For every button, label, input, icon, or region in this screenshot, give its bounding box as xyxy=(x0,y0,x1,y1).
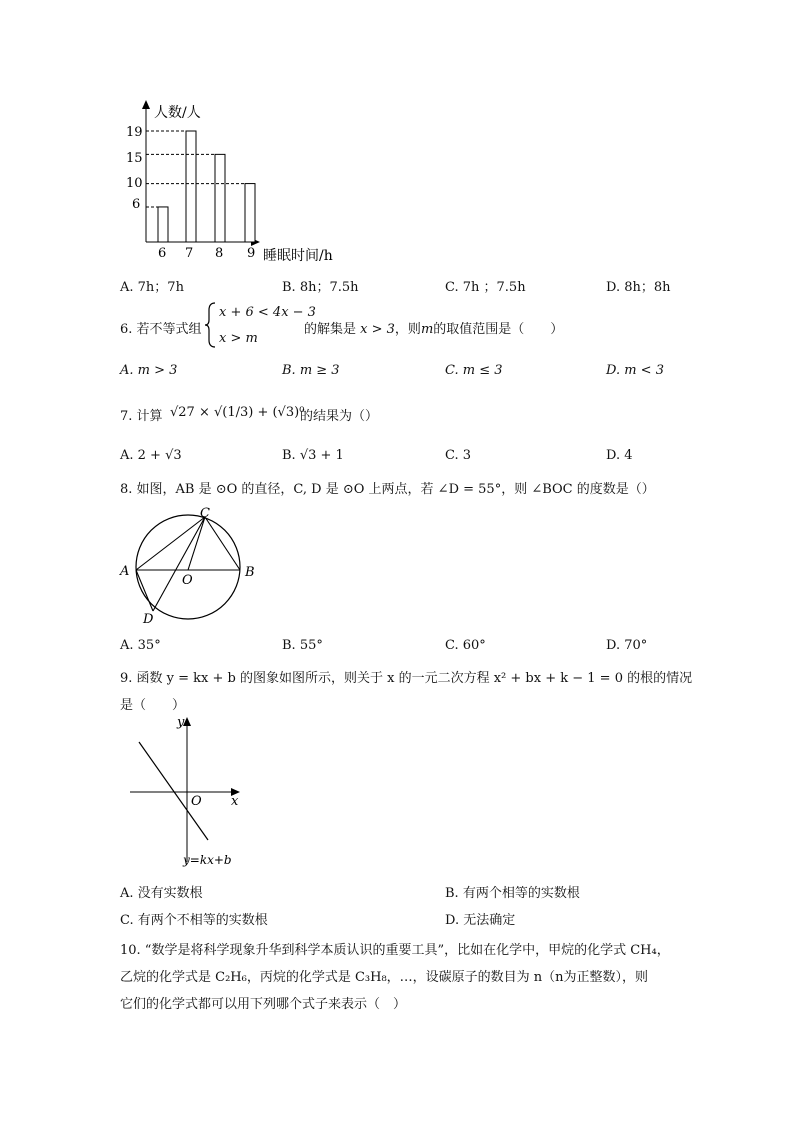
q9-stem-line2: 是（ ） xyxy=(120,698,186,713)
hist-xlabel: 睡眠时间/h xyxy=(263,248,333,264)
label-b: B xyxy=(245,565,255,580)
label-c: C xyxy=(200,506,210,521)
q7-expression: √27 × √(1/3) + (√3)⁰ xyxy=(170,405,305,420)
q6-var: m xyxy=(420,322,434,337)
q8-option-d[interactable]: D. 70° xyxy=(606,638,648,653)
q9-option-b[interactable]: B. 有两个相等的实数根 xyxy=(445,886,580,901)
q9-option-a[interactable]: A. 没有实数根 xyxy=(120,886,203,901)
q6-post1: 的解集是 xyxy=(304,322,357,337)
q6-post3: 的取值范围是（ ） xyxy=(433,322,564,337)
q9-linear-graph xyxy=(125,712,255,872)
q6-text xyxy=(304,318,563,337)
q6-option-a[interactable]: A. m > 3 xyxy=(120,363,178,378)
x-tick-6: 6 xyxy=(158,246,167,261)
label-equation: y=kx+b xyxy=(183,853,232,867)
q6-option-b[interactable]: B. m ≥ 3 xyxy=(282,363,340,378)
bar-6h xyxy=(158,207,168,242)
q5-option-d[interactable]: D. 8h；8h xyxy=(606,280,671,295)
q10-stem-line1: 10. “数学是将科学现象升华到科学本质认识的重要工具”，比如在化学中，甲烷的化学式 CH₄， xyxy=(120,943,670,958)
q6-post2: ，则 xyxy=(394,322,421,337)
q5-option-a[interactable]: A. 7h；7h xyxy=(120,280,184,295)
y-tick-15: 15 xyxy=(126,151,143,166)
q8-stem: 8. 如图，AB 是 ⊙O 的直径，C, D 是 ⊙O 上两点，若 ∠D = 55°，则 ∠BOC 的度数是（） xyxy=(120,482,655,497)
y-tick-6: 6 xyxy=(132,197,141,212)
bar-7h xyxy=(186,131,196,242)
bar-8h xyxy=(215,154,225,242)
q7-option-d[interactable]: D. 4 xyxy=(606,448,633,463)
bar-9h xyxy=(245,184,255,242)
label-a: A xyxy=(120,564,130,579)
segment-dc xyxy=(153,517,205,611)
q9-option-d[interactable]: D. 无法确定 xyxy=(445,913,516,928)
q8-option-c[interactable]: C. 60° xyxy=(445,638,486,653)
x-tick-9: 9 xyxy=(247,246,256,261)
x-tick-7: 7 xyxy=(185,246,194,261)
hist-ylabel: 人数/人 xyxy=(154,105,201,121)
segment-ac xyxy=(136,517,205,570)
label-x: x xyxy=(231,794,239,809)
segment-ad xyxy=(136,570,153,611)
q7-option-b[interactable]: B. √3 + 1 xyxy=(282,448,344,463)
q5-option-c[interactable]: C. 7h ；7.5h xyxy=(445,280,526,295)
label-o: O xyxy=(182,573,193,588)
q8-option-a[interactable]: A. 35° xyxy=(120,638,161,653)
sleep-histogram xyxy=(110,95,370,270)
q9-option-c[interactable]: C. 有两个不相等的实数根 xyxy=(120,913,268,928)
q7-prefix: 7. 计算 xyxy=(120,409,163,424)
q8-circle-figure xyxy=(115,505,265,630)
q6-option-d[interactable]: D. m < 3 xyxy=(606,363,664,378)
q10-stem-line3: 它们的化学式都可以用下列哪个式子来表示（ ） xyxy=(120,997,407,1012)
q6-ineq-2: x > m xyxy=(219,331,258,346)
q6-cond: x > 3 xyxy=(360,322,395,337)
y-axis-arrow xyxy=(142,100,150,109)
label-o: O xyxy=(191,794,202,809)
q5-option-b[interactable]: B. 8h；7.5h xyxy=(282,280,359,295)
q6-ineq-1: x + 6 < 4x − 3 xyxy=(219,305,316,320)
line-kx-plus-b xyxy=(139,742,208,840)
q7-option-c[interactable]: C. 3 xyxy=(445,448,472,463)
q7-suffix: 的结果为（） xyxy=(300,409,379,424)
q9-stem-line1: 9. 函数 y = kx + b 的图象如图所示，则关于 x 的一元二次方程 x² + bx + k − 1 = 0 的根的情况 xyxy=(120,671,693,686)
q10-stem-line2: 乙烷的化学式是 C₂H₆，丙烷的化学式是 C₃H₈，…，设碳原子的数目为 n（n为正整数），则 xyxy=(120,970,649,985)
y-tick-10: 10 xyxy=(126,176,143,191)
q7-option-a[interactable]: A. 2 + √3 xyxy=(120,448,182,463)
q6-option-c[interactable]: C. m ≤ 3 xyxy=(445,363,503,378)
q6-prefix: 6. 若不等式组 xyxy=(120,322,202,337)
q6-brace xyxy=(203,300,217,350)
label-d: D xyxy=(143,612,154,627)
x-tick-8: 8 xyxy=(215,246,224,261)
y-tick-19: 19 xyxy=(126,125,143,140)
q8-option-b[interactable]: B. 55° xyxy=(282,638,323,653)
label-y: y xyxy=(177,715,185,730)
